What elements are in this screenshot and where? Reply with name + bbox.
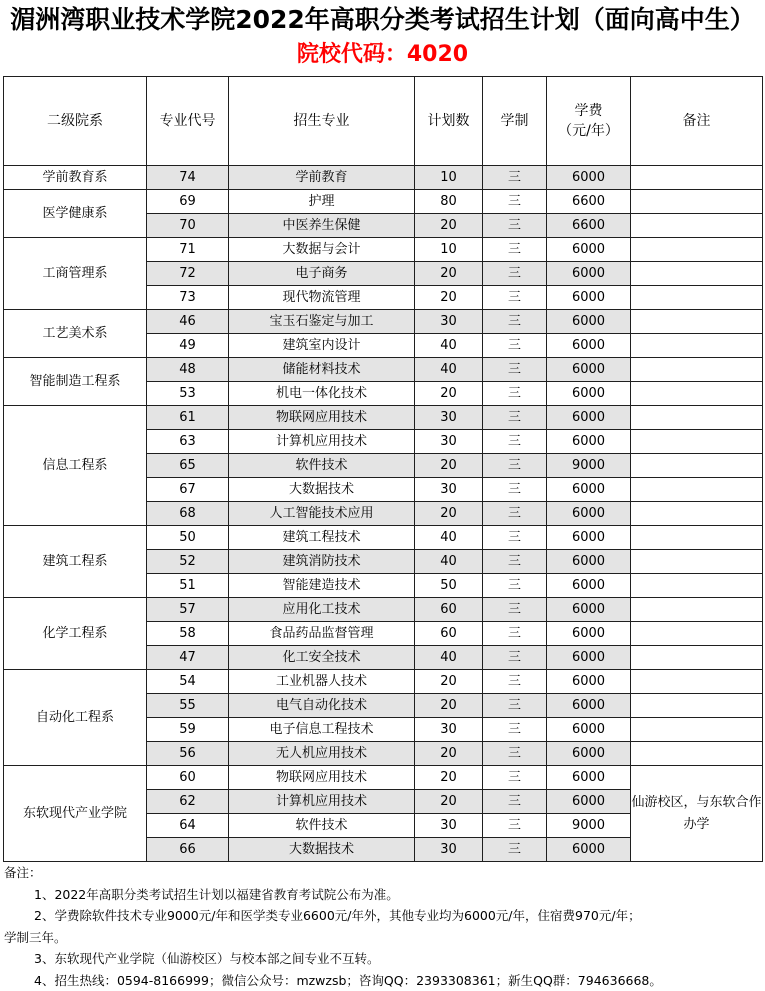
quota-cell: 30 xyxy=(415,430,483,454)
quota-cell: 30 xyxy=(415,718,483,742)
years-cell: 三 xyxy=(483,550,547,574)
major-cell: 软件技术 xyxy=(229,454,415,478)
table-row xyxy=(4,670,763,694)
dept-cell: 工商管理系 xyxy=(4,238,147,310)
fee-cell: 6600 xyxy=(547,190,631,214)
code-cell: 62 xyxy=(147,790,229,814)
quota-cell: 60 xyxy=(415,598,483,622)
note-cell xyxy=(631,598,763,622)
quota-cell: 10 xyxy=(415,166,483,190)
dept-cell: 信息工程系 xyxy=(4,406,147,526)
table-row xyxy=(4,766,763,790)
fee-cell: 9000 xyxy=(547,814,631,838)
dept-cell: 建筑工程系 xyxy=(4,526,147,598)
major-cell: 物联网应用技术 xyxy=(229,766,415,790)
major-cell: 应用化工技术 xyxy=(229,598,415,622)
code-cell: 63 xyxy=(147,430,229,454)
header-dept: 二级院系 xyxy=(4,77,147,166)
dept-cell: 学前教育系 xyxy=(4,166,147,190)
remark-item: 1、2022年高职分类考试招生计划以福建省教育考试院公布为准。 xyxy=(4,884,762,906)
years-cell: 三 xyxy=(483,310,547,334)
code-cell: 57 xyxy=(147,598,229,622)
quota-cell: 60 xyxy=(415,622,483,646)
major-cell: 物联网应用技术 xyxy=(229,406,415,430)
note-cell xyxy=(631,742,763,766)
quota-cell: 20 xyxy=(415,454,483,478)
fee-cell: 6000 xyxy=(547,286,631,310)
table-row xyxy=(4,358,763,382)
quota-cell: 20 xyxy=(415,286,483,310)
years-cell: 三 xyxy=(483,334,547,358)
table-row xyxy=(4,238,763,262)
table-body xyxy=(4,166,763,862)
note-cell xyxy=(631,526,763,550)
fee-cell: 6000 xyxy=(547,430,631,454)
school-code: 院校代码：4020 xyxy=(0,40,765,70)
note-cell xyxy=(631,550,763,574)
code-cell: 61 xyxy=(147,406,229,430)
quota-cell: 20 xyxy=(415,382,483,406)
fee-cell: 6000 xyxy=(547,526,631,550)
note-cell xyxy=(631,190,763,214)
years-cell: 三 xyxy=(483,814,547,838)
dept-cell: 自动化工程系 xyxy=(4,670,147,766)
fee-cell: 6000 xyxy=(547,406,631,430)
table-row xyxy=(4,310,763,334)
code-cell: 55 xyxy=(147,694,229,718)
fee-cell: 9000 xyxy=(547,454,631,478)
dept-cell: 化学工程系 xyxy=(4,598,147,670)
remarks-section xyxy=(4,862,762,991)
note-cell xyxy=(631,166,763,190)
header-code: 专业代号 xyxy=(147,77,229,166)
fee-cell: 6000 xyxy=(547,310,631,334)
fee-cell: 6600 xyxy=(547,214,631,238)
code-cell: 52 xyxy=(147,550,229,574)
note-cell: 仙游校区，与东软合作办学 xyxy=(631,766,763,862)
years-cell: 三 xyxy=(483,622,547,646)
years-cell: 三 xyxy=(483,670,547,694)
fee-cell: 6000 xyxy=(547,574,631,598)
quota-cell: 20 xyxy=(415,214,483,238)
note-cell xyxy=(631,238,763,262)
dept-cell: 东软现代产业学院 xyxy=(4,766,147,862)
note-cell xyxy=(631,310,763,334)
fee-cell: 6000 xyxy=(547,358,631,382)
code-cell: 64 xyxy=(147,814,229,838)
quota-cell: 20 xyxy=(415,694,483,718)
fee-cell: 6000 xyxy=(547,670,631,694)
years-cell: 三 xyxy=(483,382,547,406)
table-row xyxy=(4,166,763,190)
years-cell: 三 xyxy=(483,190,547,214)
years-cell: 三 xyxy=(483,574,547,598)
note-cell xyxy=(631,502,763,526)
major-cell: 人工智能技术应用 xyxy=(229,502,415,526)
quota-cell: 40 xyxy=(415,646,483,670)
fee-cell: 6000 xyxy=(547,502,631,526)
fee-cell: 6000 xyxy=(547,550,631,574)
dept-cell: 医学健康系 xyxy=(4,190,147,238)
code-cell: 49 xyxy=(147,334,229,358)
major-cell: 护理 xyxy=(229,190,415,214)
major-cell: 宝玉石鉴定与加工 xyxy=(229,310,415,334)
quota-cell: 80 xyxy=(415,190,483,214)
fee-cell: 6000 xyxy=(547,838,631,862)
header-note: 备注 xyxy=(631,77,763,166)
code-cell: 69 xyxy=(147,190,229,214)
fee-cell: 6000 xyxy=(547,334,631,358)
major-cell: 电气自动化技术 xyxy=(229,694,415,718)
code-cell: 50 xyxy=(147,526,229,550)
major-cell: 计算机应用技术 xyxy=(229,790,415,814)
quota-cell: 20 xyxy=(415,670,483,694)
quota-cell: 30 xyxy=(415,814,483,838)
major-cell: 食品药品监督管理 xyxy=(229,622,415,646)
fee-cell: 6000 xyxy=(547,646,631,670)
major-cell: 建筑工程技术 xyxy=(229,526,415,550)
note-cell xyxy=(631,622,763,646)
years-cell: 三 xyxy=(483,478,547,502)
code-cell: 66 xyxy=(147,838,229,862)
quota-cell: 30 xyxy=(415,310,483,334)
years-cell: 三 xyxy=(483,718,547,742)
remark-item: 2、学费除软件技术专业9000元/年和医学类专业6600元/年外，其他专业均为6000元/年，住宿费970元/年； xyxy=(4,905,762,927)
fee-cell: 6000 xyxy=(547,262,631,286)
major-cell: 电子信息工程技术 xyxy=(229,718,415,742)
fee-cell: 6000 xyxy=(547,694,631,718)
page-title: 湄洲湾职业技术学院2022年高职分类考试招生计划（面向高中生） xyxy=(0,3,765,37)
dept-cell: 工艺美术系 xyxy=(4,310,147,358)
fee-cell: 6000 xyxy=(547,478,631,502)
header-major: 招生专业 xyxy=(229,77,415,166)
years-cell: 三 xyxy=(483,790,547,814)
years-cell: 三 xyxy=(483,238,547,262)
code-cell: 70 xyxy=(147,214,229,238)
enrollment-plan-table xyxy=(3,76,763,862)
note-cell xyxy=(631,382,763,406)
major-cell: 中医养生保健 xyxy=(229,214,415,238)
code-cell: 71 xyxy=(147,238,229,262)
code-cell: 56 xyxy=(147,742,229,766)
major-cell: 化工安全技术 xyxy=(229,646,415,670)
note-cell xyxy=(631,694,763,718)
code-cell: 68 xyxy=(147,502,229,526)
major-cell: 储能材料技术 xyxy=(229,358,415,382)
code-cell: 59 xyxy=(147,718,229,742)
years-cell: 三 xyxy=(483,838,547,862)
quota-cell: 20 xyxy=(415,766,483,790)
major-cell: 大数据与会计 xyxy=(229,238,415,262)
major-cell: 建筑室内设计 xyxy=(229,334,415,358)
quota-cell: 10 xyxy=(415,238,483,262)
quota-cell: 30 xyxy=(415,838,483,862)
major-cell: 无人机应用技术 xyxy=(229,742,415,766)
note-cell xyxy=(631,406,763,430)
quota-cell: 20 xyxy=(415,262,483,286)
table-row xyxy=(4,190,763,214)
code-cell: 72 xyxy=(147,262,229,286)
note-cell xyxy=(631,214,763,238)
quota-cell: 40 xyxy=(415,334,483,358)
remark-item: 4、招生热线：0594-8166999；微信公众号：mzwzsb；咨询QQ：2393308361；新生QQ群：794636668。 xyxy=(4,970,762,991)
code-cell: 60 xyxy=(147,766,229,790)
header-fee-line2: （元/年） xyxy=(558,123,619,139)
years-cell: 三 xyxy=(483,598,547,622)
quota-cell: 40 xyxy=(415,358,483,382)
code-cell: 53 xyxy=(147,382,229,406)
dept-cell: 智能制造工程系 xyxy=(4,358,147,406)
code-cell: 67 xyxy=(147,478,229,502)
remark-item: 学制三年。 xyxy=(4,927,762,949)
major-cell: 大数据技术 xyxy=(229,838,415,862)
fee-cell: 6000 xyxy=(547,766,631,790)
header-quota: 计划数 xyxy=(415,77,483,166)
quota-cell: 20 xyxy=(415,790,483,814)
years-cell: 三 xyxy=(483,286,547,310)
code-cell: 58 xyxy=(147,622,229,646)
header-fee-line1: 学费 xyxy=(575,103,603,119)
years-cell: 三 xyxy=(483,214,547,238)
major-cell: 建筑消防技术 xyxy=(229,550,415,574)
note-cell xyxy=(631,574,763,598)
note-cell xyxy=(631,334,763,358)
note-cell xyxy=(631,286,763,310)
major-cell: 学前教育 xyxy=(229,166,415,190)
fee-cell: 6000 xyxy=(547,622,631,646)
major-cell: 智能建造技术 xyxy=(229,574,415,598)
fee-cell: 6000 xyxy=(547,238,631,262)
note-cell xyxy=(631,718,763,742)
quota-cell: 30 xyxy=(415,406,483,430)
code-cell: 54 xyxy=(147,670,229,694)
major-cell: 软件技术 xyxy=(229,814,415,838)
years-cell: 三 xyxy=(483,646,547,670)
major-cell: 工业机器人技术 xyxy=(229,670,415,694)
note-cell xyxy=(631,358,763,382)
fee-cell: 6000 xyxy=(547,382,631,406)
header-years: 学制 xyxy=(483,77,547,166)
code-cell: 65 xyxy=(147,454,229,478)
fee-cell: 6000 xyxy=(547,718,631,742)
code-cell: 46 xyxy=(147,310,229,334)
table-row xyxy=(4,406,763,430)
note-cell xyxy=(631,670,763,694)
table-header-row xyxy=(4,77,763,166)
years-cell: 三 xyxy=(483,454,547,478)
remark-item: 3、东软现代产业学院（仙游校区）与校本部之间专业不互转。 xyxy=(4,948,762,970)
code-cell: 48 xyxy=(147,358,229,382)
fee-cell: 6000 xyxy=(547,790,631,814)
header-fee xyxy=(547,77,631,166)
fee-cell: 6000 xyxy=(547,166,631,190)
code-cell: 51 xyxy=(147,574,229,598)
note-cell xyxy=(631,478,763,502)
note-cell xyxy=(631,430,763,454)
years-cell: 三 xyxy=(483,766,547,790)
note-cell xyxy=(631,646,763,670)
table-row xyxy=(4,526,763,550)
code-cell: 73 xyxy=(147,286,229,310)
years-cell: 三 xyxy=(483,502,547,526)
quota-cell: 20 xyxy=(415,502,483,526)
major-cell: 电子商务 xyxy=(229,262,415,286)
years-cell: 三 xyxy=(483,262,547,286)
years-cell: 三 xyxy=(483,526,547,550)
fee-cell: 6000 xyxy=(547,598,631,622)
quota-cell: 30 xyxy=(415,478,483,502)
years-cell: 三 xyxy=(483,166,547,190)
years-cell: 三 xyxy=(483,406,547,430)
major-cell: 大数据技术 xyxy=(229,478,415,502)
years-cell: 三 xyxy=(483,694,547,718)
quota-cell: 20 xyxy=(415,742,483,766)
quota-cell: 50 xyxy=(415,574,483,598)
quota-cell: 40 xyxy=(415,550,483,574)
remarks-heading: 备注： xyxy=(4,862,762,884)
note-cell xyxy=(631,454,763,478)
years-cell: 三 xyxy=(483,358,547,382)
note-cell xyxy=(631,262,763,286)
years-cell: 三 xyxy=(483,430,547,454)
table-row xyxy=(4,598,763,622)
years-cell: 三 xyxy=(483,742,547,766)
code-cell: 47 xyxy=(147,646,229,670)
major-cell: 现代物流管理 xyxy=(229,286,415,310)
quota-cell: 40 xyxy=(415,526,483,550)
major-cell: 计算机应用技术 xyxy=(229,430,415,454)
fee-cell: 6000 xyxy=(547,742,631,766)
code-cell: 74 xyxy=(147,166,229,190)
major-cell: 机电一体化技术 xyxy=(229,382,415,406)
